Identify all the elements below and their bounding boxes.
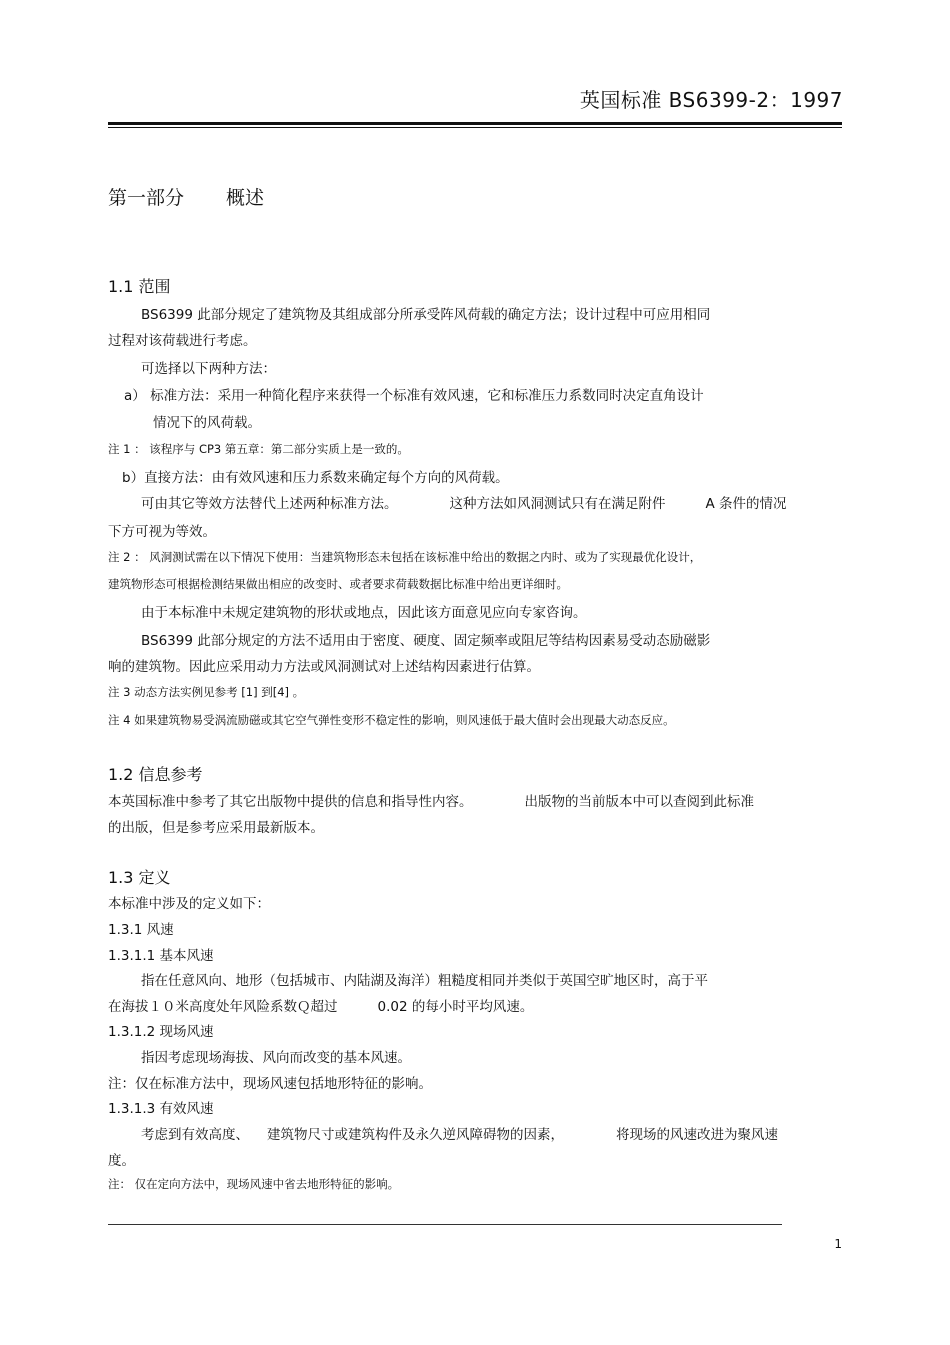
note-4: 注 4 如果建筑物易受涡流励磁或其它空气弹性变形不稳定性的影响，则风速低于最大值时会出现最大动态反应。 <box>108 713 675 727</box>
definition-heading-1-3-1: 1.3.1 风速 <box>108 922 174 938</box>
definition-heading-1-3-1-1: 1.3.1.1 基本风速 <box>108 948 214 964</box>
paragraph-line: 在海拔１０米高度处年风险系数Ｑ超过 0.02 的每小时平均风速。 <box>108 999 534 1015</box>
paragraph-line: 由于本标准中未规定建筑物的形状或地点，因此该方面意见应向专家咨询。 <box>141 605 587 621</box>
paragraph-line: 的出版，但是参考应采用最新版本。 <box>108 820 324 836</box>
paragraph-line: BS6399 此部分规定的方法不适用由于密度、硬度、固定频率或阻尼等结构因素易受动态励磁影 <box>141 633 711 649</box>
part-number: 第一部分 <box>108 187 185 209</box>
note-1: 注 1 ： 该程序与 CP3 第五章：第二部分实质上是一致的。 <box>108 442 409 456</box>
paragraph-line: 度。 <box>108 1153 135 1169</box>
list-item-a: a） 标准方法：采用一种简化程序来获得一个标准有效风速，它和标准压力系数同时决定直角设计 <box>124 388 704 404</box>
definition-heading-1-3-1-3: 1.3.1.3 有效风速 <box>108 1101 214 1117</box>
paragraph-line: 响的建筑物。因此应采用动力方法或风洞测试对上述结构因素进行估算。 <box>108 659 540 675</box>
note-line: 注： 仅在定向方法中，现场风速中省去地形特征的影响。 <box>108 1177 400 1191</box>
note-2-line: 建筑物形态可根据检测结果做出相应的改变时、或者要求荷载数据比标准中给出更详细时。 <box>108 577 568 591</box>
section-heading-1-3: 1.3 定义 <box>108 868 171 887</box>
paragraph-line: 本标准中涉及的定义如下： <box>108 896 270 912</box>
list-item-b: b）直接方法：由有效风速和压力系数来确定每个方向的风荷载。 <box>122 470 509 486</box>
paragraph-line: 过程对该荷载进行考虑。 <box>108 333 257 349</box>
header-rule-thin <box>108 127 842 128</box>
section-heading-1-1: 1.1 范围 <box>108 277 171 296</box>
part-title <box>108 183 264 210</box>
note-2-line: 注 2 ： 风洞测试需在以下情况下使用：当建筑物形态未包括在该标准中给出的数据之内时、或为了实现最优化设计， <box>108 550 702 564</box>
definition-heading-1-3-1-2: 1.3.1.2 现场风速 <box>108 1024 214 1040</box>
paragraph-line: 考虑到有效高度、 建筑物尺寸或建筑构件及永久逆风障碍物的因素， 将现场的风速改进为聚风速 <box>141 1127 778 1143</box>
paragraph-line: 指因考虑现场海拔、风向而改变的基本风速。 <box>141 1050 411 1066</box>
note-3: 注 3 动态方法实例见参考 [1] 到[4] 。 <box>108 685 305 699</box>
header-rule-thick <box>108 122 842 125</box>
paragraph-line: 指在任意风向、地形（包括城市、内陆湖及海洋）粗糙度相同并类似于英国空旷地区时，高于平 <box>141 973 708 989</box>
footer-rule <box>108 1224 782 1225</box>
paragraph-line: 可选择以下两种方法： <box>141 361 276 377</box>
list-item-a-continued: 情况下的风荷载。 <box>153 415 261 431</box>
document-header-title: 英国标准 BS6399-2：1997 <box>579 88 843 112</box>
paragraph-line: 本英国标准中参考了其它出版物中提供的信息和指导性内容。 出版物的当前版本中可以查阅到此标准 <box>108 794 754 810</box>
section-heading-1-2: 1.2 信息参考 <box>108 765 203 784</box>
paragraph-line: 可由其它等效方法替代上述两种标准方法。 这种方法如风洞测试只有在满足附件 A 条件的情况 <box>141 496 787 512</box>
paragraph-line: BS6399 此部分规定了建筑物及其组成部分所承受阵风荷载的确定方法；设计过程中可应用相同 <box>141 307 711 323</box>
page-number: 1 <box>834 1237 842 1251</box>
paragraph-line: 下方可视为等效。 <box>108 524 216 540</box>
part-name: 概述 <box>226 187 265 209</box>
note-line: 注：仅在标准方法中，现场风速包括地形特征的影响。 <box>108 1076 432 1092</box>
